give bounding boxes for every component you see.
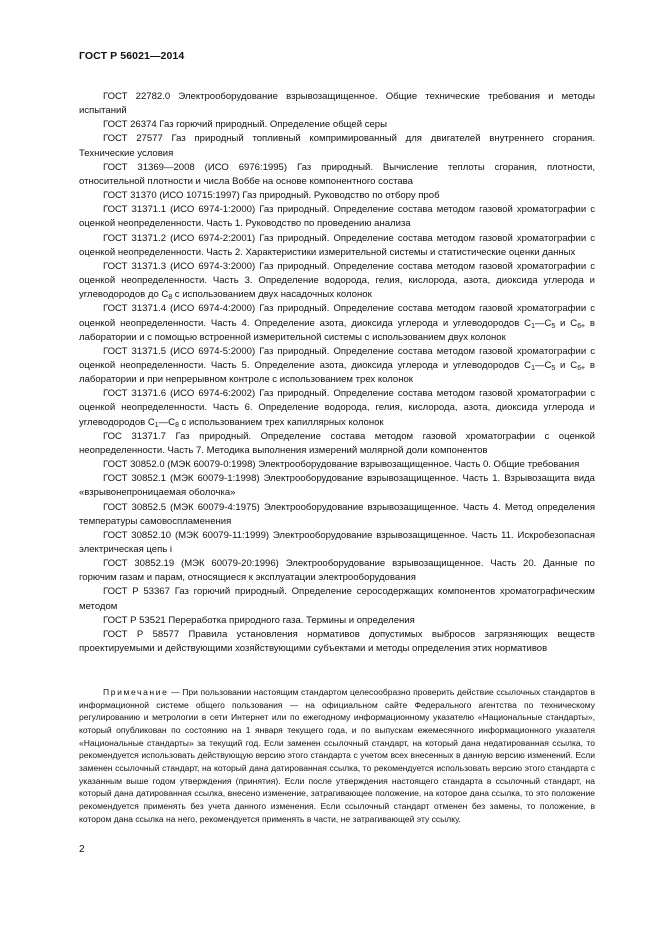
reference-text: ГОСТ 31371.6 (ИСО 6974-6:2002) Газ природный. Определение состава методом газовой хроматографии с оценкой неопределенности. Часть 6. Определение водорода, гелия, кислорода, азота, диоксида углерода и углеводородов С (79, 388, 595, 428)
reference-text: —С (534, 317, 552, 329)
reference-item: ГОСТ 30852.0 (МЭК 60079-0:1998) Электрооборудование взрывозащищенное. Часть 0. Общие требования (103, 459, 580, 471)
subscript: 5 (551, 322, 556, 330)
reference-text: ГОСТ 31371.3 (ИСО 6974-3:2000) Газ природный. Определение состава методом газовой хроматографии с оценкой неопределенности. Часть 3. Определение водорода, гелия, кислорода, азота, диоксида углерода и углеводородов до С (79, 260, 595, 301)
reference-item (79, 387, 595, 429)
reference-text: ГОСТ 31371.5 (ИСО 6974-5:2000) Газ природный. Определение состава методом газовой хроматографии с оценкой неопределенности. Часть 5. Определение азота, диоксида углерода и углеводородов С (79, 345, 595, 371)
subscript: 1 (531, 322, 535, 330)
reference-item: ГОСТ 31371.1 (ИСО 6974-1:2000) Газ природный. Определение состава методом газовой хроматографии с оценкой неопределенности. Часть 1. Руководство по проведению анализа (79, 204, 595, 230)
reference-item (79, 260, 595, 302)
page-header-standard-id: ГОСТ Р 56021—2014 (79, 50, 185, 62)
reference-item: ГОСТ 30852.5 (МЭК 60079-4:1975) Электрооборудование взрывозащищенное. Часть 4. Метод определения температуры самовоспламенения (79, 501, 595, 527)
reference-text: ГОСТ 31371.4 (ИСО 6974-4:2000) Газ природный. Определение состава методом газовой хроматографии с оценкой неопределенности. Часть 4. Определение азота, диоксида углерода и углеводородов С (79, 303, 595, 329)
reference-item: ГОСТ 27577 Газ природный топливный компримированный для двигателей внутреннего сгорания. Технические условия (79, 133, 595, 159)
page-number: 2 (79, 844, 85, 855)
reference-item: ГОСТ 31371.2 (ИСО 6974-2:2001) Газ природный. Определение состава методом газовой хроматографии с оценкой неопределенности. Часть 2. Характеристики измерительной системы и статистические оценки данных (79, 232, 595, 258)
reference-item: ГОСТ 30852.19 (МЭК 60079-20:1996) Электрооборудование взрывозащищенное. Часть 20. Данные по горючим газам и парам, относящиеся к эксплуатации электрооборудования (79, 558, 595, 584)
subscript: 1 (531, 364, 535, 372)
reference-text: и С (555, 359, 578, 371)
note-paragraph (79, 686, 595, 825)
reference-item (79, 345, 595, 387)
reference-text: —С (534, 359, 552, 371)
subscript: 8 (168, 294, 173, 302)
reference-text: —С (158, 416, 176, 428)
note-text: — При пользовании настоящим стандартом целесообразно проверить действие ссылочных стандартов в информационной системе общего пользования — на официальном сайте Федерального агентства по техническому регулированию и метрологии в сети Интернет или по ежегодному информационному указателю «Национальные стандарты», который опубликован по состоянию на 1 января текущего года, и по выпускам ежемесячного информационного указателя «Национальные стандарты» за текущий год. Если заменен ссылочный стандарт, на который дана недатированная ссылка, то рекомендуется использовать действующую версию этого стандарта с учетом всех внесенных в данную версию изменений. Если заменен ссылочный стандарт, на который дана датированная ссылка, то рекомендуется использовать версию этого стандарта с указанным выше годом утверждения (принятия). Если после утверждения настоящего стандарта в ссылочный стандарт, на который дана датированная ссылка, внесено изменение, затрагивающее положение, на которое дана ссылка, то это положение рекомендуется применять без учета данного изменения. Если ссылочный стандарт отменен без замены, то положение, в котором дана ссылка на него, рекомендуется применять в части, не затрагивающей эту ссылку. (79, 687, 595, 824)
reference-text: с использованием двух насадочных колонок (172, 289, 372, 301)
reference-text: в лаборатории и с помощью встроенной измерительной системы с использованием двух колонок (79, 317, 595, 343)
subscript: 6+ (577, 364, 586, 372)
subscript: 1 (154, 421, 159, 429)
reference-text: и С (555, 317, 578, 329)
subscript: 8 (175, 421, 179, 429)
subscript: 5 (551, 364, 556, 372)
normative-references (79, 90, 595, 656)
reference-item: ГОСТ 22782.0 Электрооборудование взрывозащищенное. Общие технические требования и методы испытаний (79, 91, 595, 117)
reference-item: ГОСТ 30852.10 (МЭК 60079-11:1999) Электрооборудование взрывозащищенное. Часть 11. Искробезопасная электрическая цепь i (79, 529, 595, 555)
reference-text: с использованием трех капиллярных колонок (178, 416, 384, 428)
reference-item: ГОС 31371.7 Газ природный. Определение состава методом газовой хроматографии с оценкой неопределенности. Часть 7. Методика выполнения измерений молярной доли компонентов (79, 430, 595, 456)
reference-item: ГОСТ 31369—2008 (ИСО 6976:1995) Газ природный. Вычисление теплоты сгорания, плотности, относительной плотности и числа Воббе на основе компонентного состава (79, 161, 595, 187)
reference-item: ГОСТ 31370 (ИСО 10715:1997) Газ природный. Руководство по отбору проб (103, 190, 440, 202)
reference-text: в лаборатории и при непрерывном контроле с использованием трех колонок (79, 359, 595, 386)
reference-item: ГОСТ Р 53367 Газ горючий природный. Определение серосодержащих компонентов хроматографическим методом (79, 586, 595, 612)
reference-item: ГОСТ Р 53521 Переработка природного газа. Термины и определения (103, 614, 415, 626)
note-label: Примечание (103, 687, 169, 697)
subscript: 6+ (577, 322, 586, 330)
reference-item: ГОСТ Р 58577 Правила установления нормативов допустимых выбросов загрязняющих веществ проектируемыми и действующими хозяйствующими субъектами и методы определения этих нормативов (79, 628, 595, 655)
reference-item: ГОСТ 30852.1 (МЭК 60079-1:1998) Электрооборудование взрывозащищенное. Часть 1. Взрывозащита вида «взрывонепроницаемая оболочка» (79, 473, 595, 499)
reference-item: ГОСТ 26374 Газ горючий природный. Определение общей серы (103, 119, 387, 131)
reference-item (79, 302, 595, 344)
